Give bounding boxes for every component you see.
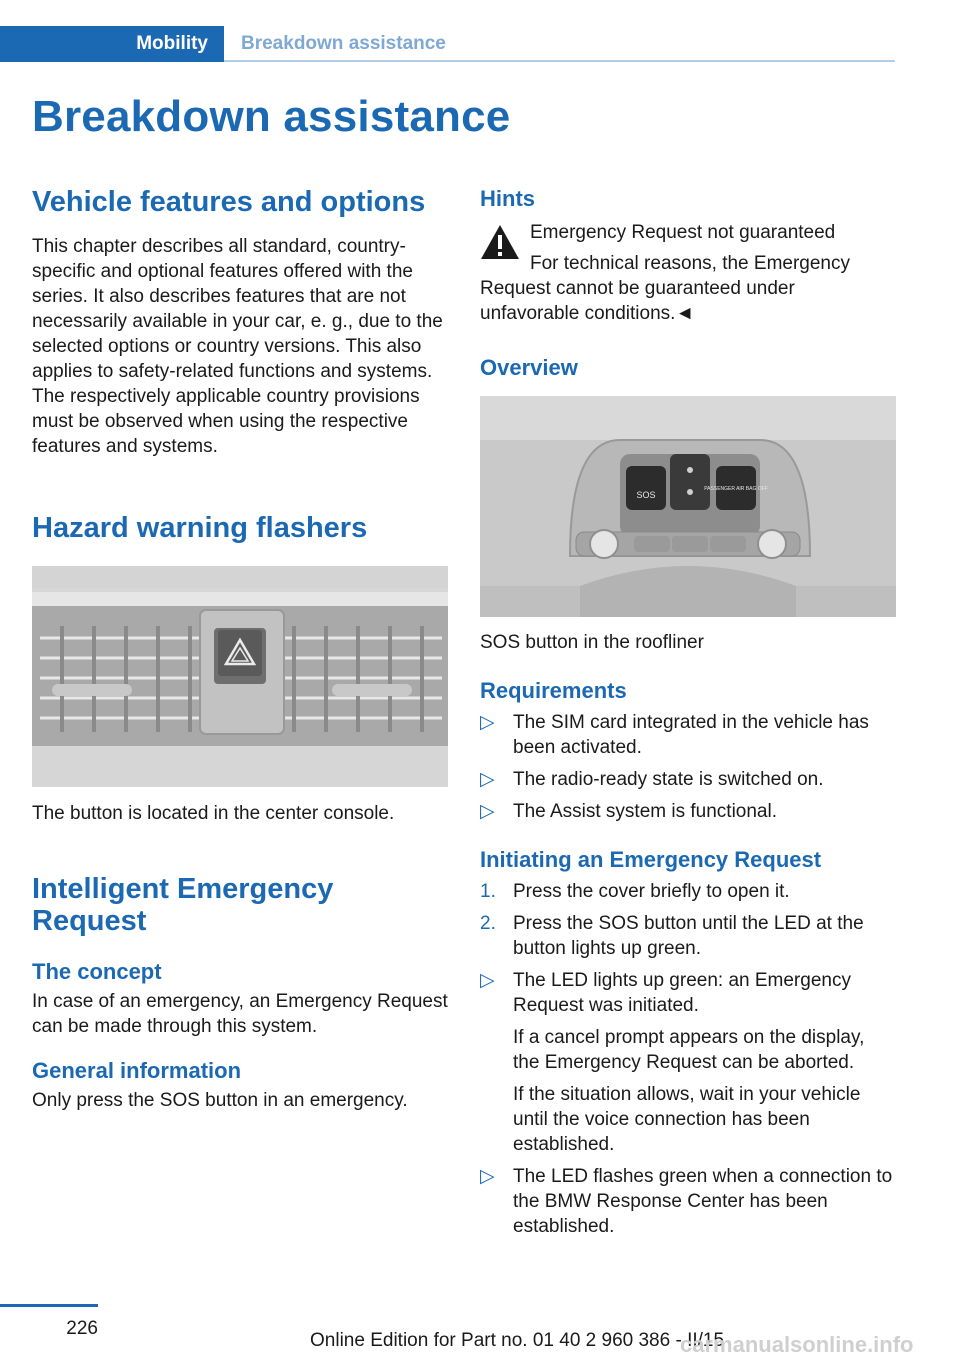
steps-list	[480, 879, 896, 961]
right-column	[480, 180, 896, 1239]
results-list	[480, 968, 896, 1239]
bullet-arrow-icon: ▷	[480, 769, 495, 790]
bullet-arrow-icon: ▷	[480, 1166, 495, 1187]
page-title: Breakdown assistance	[32, 92, 511, 141]
initiating-heading: Initiating an Emergency Request	[480, 847, 822, 872]
bullet-arrow-icon: ▷	[480, 712, 495, 733]
hazard-button-image	[32, 566, 448, 787]
concept-heading: The concept	[32, 959, 162, 984]
header-topic: Breakdown assistance	[241, 33, 446, 54]
overview-heading: Overview	[480, 355, 578, 380]
overview-caption: SOS button in the roofliner	[480, 632, 704, 653]
vehicle-features-heading: Vehicle features and options	[32, 186, 426, 218]
warning-box	[480, 220, 896, 326]
bullet-arrow-icon: ▷	[480, 801, 495, 822]
passenger-airbag-label: PASSENGER AIR BAG OFF	[704, 486, 768, 492]
list-item: 2. Press the SOS button until the LED at the button lights up green.	[480, 913, 864, 959]
warning-text-first: For technical reasons, the Emergency	[530, 253, 850, 274]
header-section-tab: Mobility	[0, 26, 224, 62]
warning-triangle-icon	[480, 224, 520, 260]
warning-text	[480, 251, 896, 326]
concept-text: In case of an emergency, an Emergency Request can be made through this system.	[32, 991, 448, 1037]
intelligent-emergency-heading: Intelligent Emergency Request	[32, 873, 334, 937]
warning-text-rest: Request cannot be guaranteed under unfavorable conditions.◄	[480, 278, 795, 324]
list-item: 1. Press the cover briefly to open it.	[480, 881, 790, 902]
requirements-list	[480, 710, 896, 824]
warning-title: Emergency Request not guaranteed	[530, 222, 836, 243]
requirements-heading: Requirements	[480, 678, 627, 703]
left-column	[32, 180, 448, 1113]
header-rule	[224, 60, 895, 62]
hazard-caption: The button is located in the center console.	[32, 803, 395, 824]
list-item: ▷ The Assist system is functional.	[480, 801, 777, 822]
vehicle-features-text: This chapter describes all standard, country-specific and optional features offered with the series. It also describes features that are not necessarily available in your car, e. g., due to the selected options or country versions. This also applies to safety-related functions and systems. The respectively applicable country provisions must be observed when using the respective features and systems.	[32, 236, 443, 457]
list-item: ▷ The LED lights up green: an Emergency Request was initiated. If a cancel prompt appears on the display, the Emergency Request can be aborted. If the situation allows, wait in your vehicle until the voice connection has been established.	[480, 970, 865, 1155]
page-number: 226	[66, 1318, 98, 1339]
roofliner-image	[480, 396, 896, 617]
hazard-heading: Hazard warning flashers	[32, 512, 368, 544]
sos-label: SOS	[636, 490, 656, 500]
general-info-text: Only press the SOS button in an emergency.	[32, 1090, 408, 1111]
list-item: ▷ The SIM card integrated in the vehicle has been activated.	[480, 712, 869, 758]
watermark: carmanualsonline.info	[680, 1332, 914, 1357]
edition-note: Online Edition for Part no. 01 40 2 960 386 - II/15	[310, 1330, 725, 1351]
hints-heading: Hints	[480, 186, 535, 211]
list-item: ▷ The radio-ready state is switched on.	[480, 769, 824, 790]
list-item: ▷ The LED flashes green when a connection to the BMW Response Center has been established.	[480, 1166, 893, 1237]
footer-rule	[0, 1304, 98, 1307]
bullet-arrow-icon: ▷	[480, 970, 495, 991]
general-info-heading: General information	[32, 1058, 242, 1083]
